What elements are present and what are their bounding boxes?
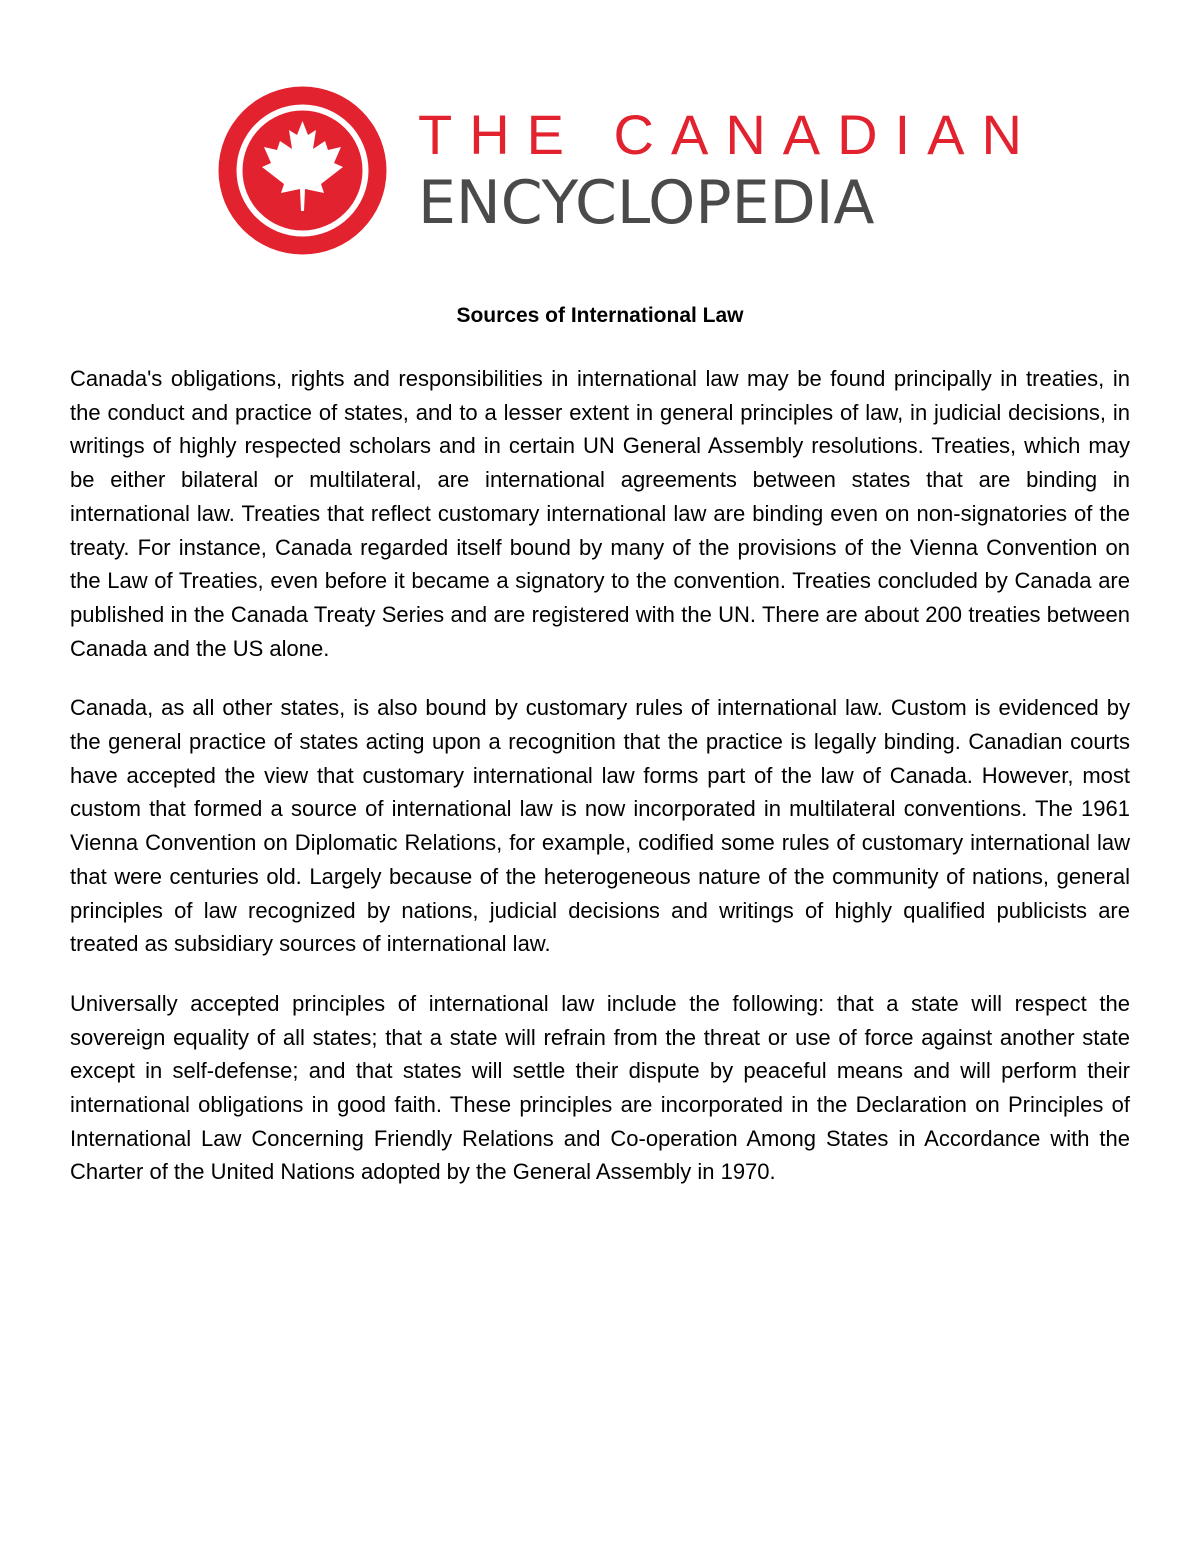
logo-emblem-icon: [215, 83, 390, 258]
paragraph-2: Canada, as all other states, is also bound by customary rules of international law. Custom is evidenced by the general practice of states acting upon a recognition that the practice is legally binding. Canadian courts have accepted the view that customary international law forms part of the law of Canada. However, most custom that formed a source of international law is now incorporated in multilateral conventions. The 1961 Vienna Convention on Diplomatic Relations, for example, codified some rules of customary international law that were centuries old. Largely because of the heterogeneous nature of the community of nations, general principles of law recognized by nations, judicial decisions and writings of highly qualified publicists are treated as subsidiary sources of international law.: [70, 695, 1130, 957]
document-body: [70, 362, 1130, 1215]
document-title: Sources of International Law: [456, 304, 744, 327]
logo-wordmark: [418, 103, 1039, 239]
logo-line-the-canadian: THE CANADIAN: [418, 103, 1039, 166]
paragraph-1: Canada's obligations, rights and responsibilities in international law may be found principally in treaties, in the conduct and practice of states, and to a lesser extent in general principles of law, in judicial decisions, in writings of highly respected scholars and in certain UN General Assembly resolutions. Treaties, which may be either bilateral or multilateral, are international agreements between states that are binding in international law. Treaties that reflect customary international law are binding even on non-signatories of the treaty. For instance, Canada regarded itself bound by many of the provisions of the Vienna Convention on the Law of Treaties, even before it became a signatory to the convention. Treaties concluded by Canada are published in the Canada Treaty Series and are registered with the UN. There are about 200 treaties between Canada and the US alone.: [70, 366, 1130, 661]
paragraph-3: Universally accepted principles of international law include the following: that a state will respect the sovereign equality of all states; that a state will refrain from the threat or use of force against another state except in self-defense; and that states will settle their dispute by peaceful means and will perform their international obligations in good faith. These principles are incorporated in the Declaration on Principles of International Law Concerning Friendly Relations and Co-operation Among States in Accordance with the Charter of the United Nations adopted by the General Assembly in 1970.: [70, 990, 1130, 1185]
canadian-encyclopedia-logo: [215, 83, 1039, 263]
logo-line-encyclopedia: ENCYCLOPEDIA: [418, 168, 875, 238]
